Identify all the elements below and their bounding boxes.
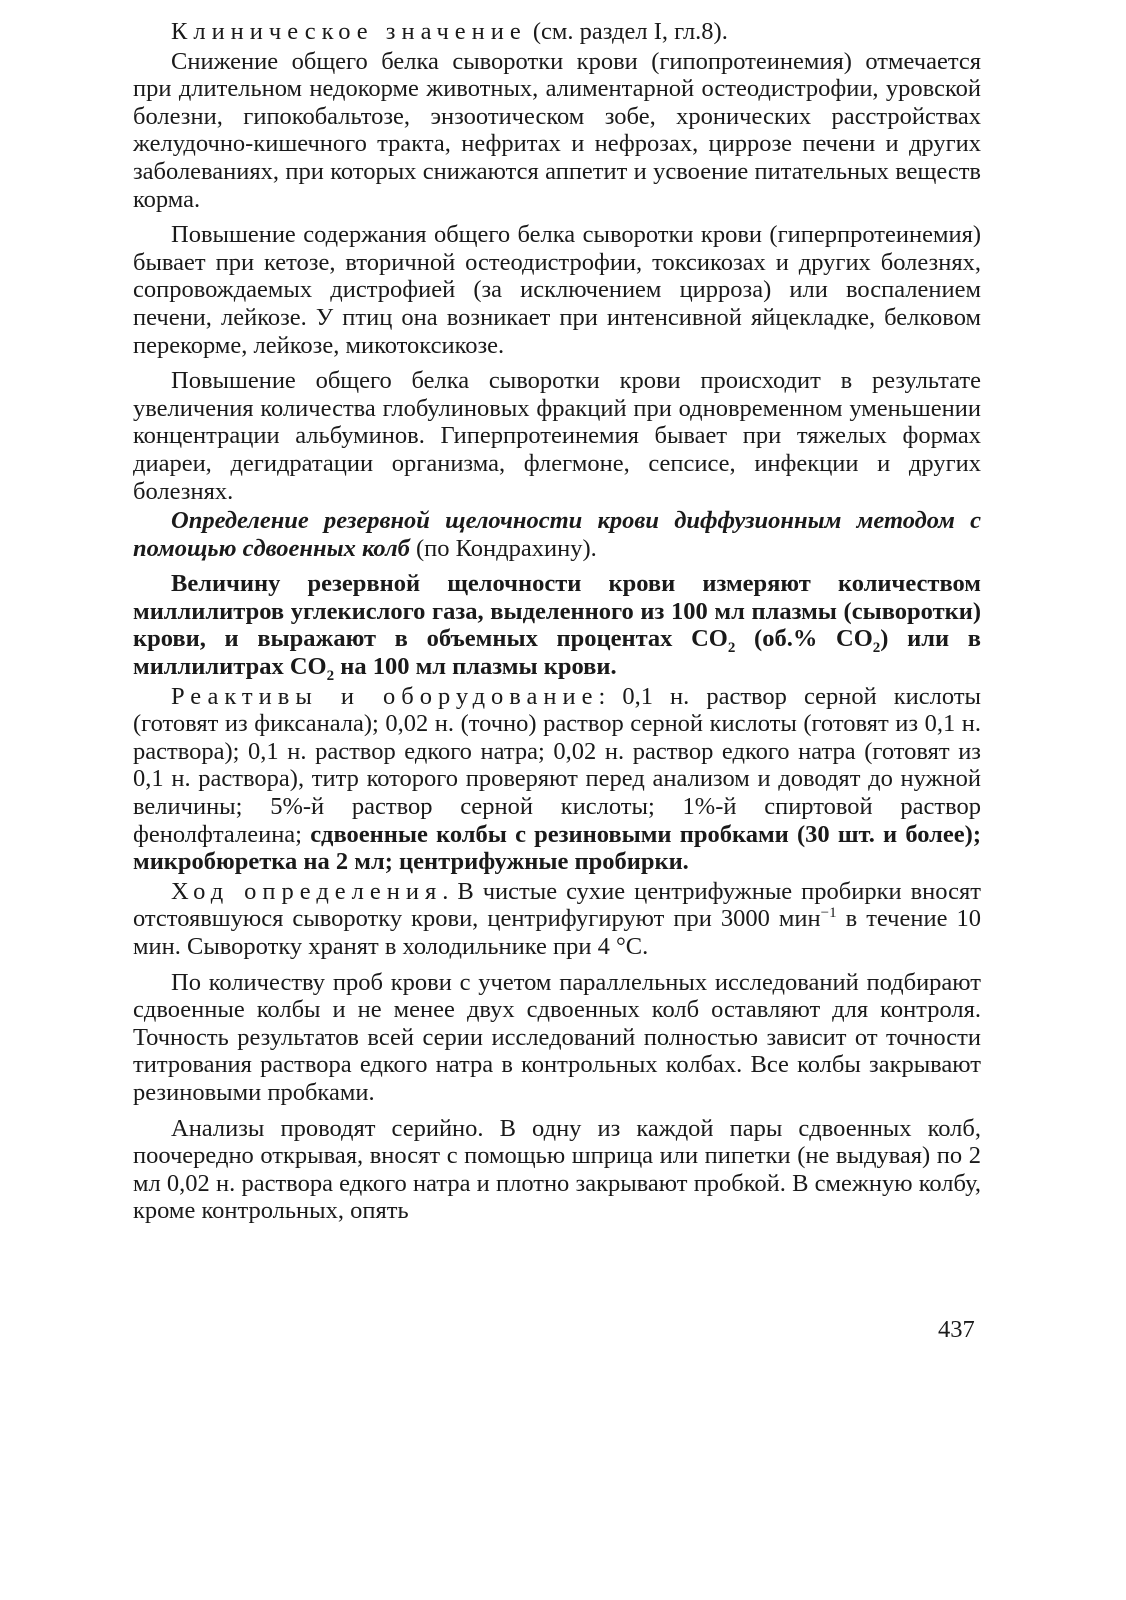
- paragraph-text: (см. раздел I, гл.8).: [526, 18, 728, 45]
- paragraph-serial-analysis: Анализы проводят серийно. В одну из каждой пары сдвоенных колб, поочередно открывая, вносят с помощью шприца или пипетки (не выдувая) по 2 мл 0,02 н. раствора едкого натра и плотно закрывают пробкой. В смежную колбу, кроме контрольных, опять: [133, 1114, 981, 1225]
- superscript: −1: [820, 905, 837, 922]
- reagents-text: : 0,1 н. раствор серной кислоты (готовят из фиксанала); 0,02 н. (точно) раствор серной кислоты (готовят из 0,1 н. раствора); 0,1 н. раствор едкого натра; 0,02 н. раствор едкого натра (готовят из 0,1 н. раствора), титр которого проверяют перед анализом и доводят до нужной величины; 5%-й раствор серной кислоты; 1%-й спиртовой раствор фенолфталеина;: [133, 682, 981, 848]
- spaced-heading-procedure: Ход определения: [171, 877, 443, 905]
- page-number: 437: [938, 1316, 975, 1343]
- method-attribution: (по Кондрахину).: [409, 534, 597, 562]
- paragraph-method-heading: [133, 507, 981, 562]
- paragraph-globulin-increase: Повышение общего белка сыворотки крови происходит в результате увеличения количества глобулиновых фракций при одновременном уменьшении концентрации альбуминов. Гиперпротеинемия бывает при тяжелых формах диареи, дегидратации организма, флегмоне, сепсисе, инфекции и других болезнях.: [133, 367, 981, 505]
- paragraph-flask-selection: По количеству проб крови с учетом параллельных исследований подбирают сдвоенные колбы и не менее двух сдвоенных колб оставляют для контроля. Точность результатов всей серии исследований полностью зависит от точности титрования раствора едкого натра в контрольных колбах. Все колбы закрывают резиновыми пробками.: [133, 968, 981, 1106]
- definition-text-c: ) или в миллилитрах CO: [133, 625, 981, 681]
- definition-text-b: (об.% CO: [735, 625, 873, 653]
- paragraph-procedure: [133, 878, 981, 961]
- page-body: [133, 18, 981, 1233]
- method-title: Определение резервной щелочности крови диффузионным методом с помощью сдвоенных колб: [133, 507, 981, 562]
- paragraph-hypoproteinemia: Снижение общего белка сыворотки крови (гипопротеинемия) отмечается при длительном недокорме животных, алиментарной остеодистрофии, уровской болезни, гипокобальтозе, энзоотическом зобе, хронических расстройствах желудочно-кишечного тракта, нефритах и нефрозах, циррозе печени и других заболеваниях, при которых снижаются аппетит и усвоение питательных веществ корма.: [133, 47, 981, 213]
- procedure-text-a: . В чистые сухие центрифужные пробирки вносят отстоявшуюся сыворотку крови, центрифугируют при 3000 мин: [133, 877, 981, 933]
- spaced-heading-clinical-significance: Клиническое значение: [171, 18, 527, 45]
- definition-text-a: Величину резервной щелочности крови измеряют количеством миллилитров углекислого газа, выделенного из 100 мл плазмы (сыворотки) крови, и выражают в объемных процентах CO: [133, 570, 981, 653]
- paragraph-clinical-significance: [133, 18, 981, 46]
- paragraph-hyperproteinemia: Повышение содержания общего белка сыворотки крови (гиперпротеинемия) бывает при кетозе, вторичной остеодистрофии, токсикозах и других болезнях, сопровождаемых дистрофией (за исключением цирроза) или воспалением печени, лейкозе. У птиц она возникает при интенсивной яйцекладке, белковом перекорме, лейкозе, микотоксикозе.: [133, 221, 981, 359]
- definition-text-d: на 100 мл плазмы крови.: [334, 653, 617, 681]
- paragraph-reagents: [133, 683, 981, 876]
- subscript: 2: [872, 640, 881, 657]
- spaced-heading-reagents: Реактивы и оборудование: [171, 682, 599, 710]
- reagents-equipment-text: сдвоенные колбы с резиновыми пробками (30 шт. и более); микробюретка на 2 мл; центрифужные пробирки.: [133, 820, 981, 876]
- procedure-text-b: в течение 10 мин. Сыворотку хранят в холодильнике при 4 °С.: [133, 905, 981, 960]
- subscript: 2: [326, 667, 335, 684]
- subscript: 2: [727, 640, 736, 657]
- paragraph-reserve-alkalinity-definition: [133, 570, 981, 684]
